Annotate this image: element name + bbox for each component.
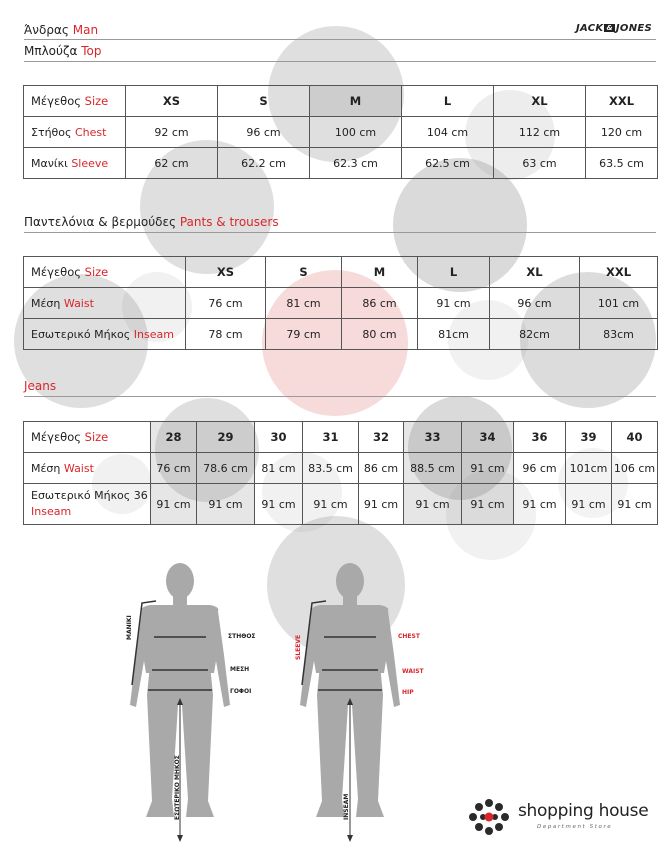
- section-title-gr: Άνδρας: [24, 23, 69, 37]
- section-title-en: Man: [72, 23, 99, 37]
- top-title-en: Top: [81, 44, 102, 58]
- value-cell: 91 cm: [359, 484, 404, 525]
- value-cell: 96 cm: [514, 453, 566, 484]
- size-cell: S: [266, 257, 342, 288]
- section-title: [24, 22, 656, 38]
- label-inseam-gr: ΕΣΩΤΕΡΙΚΟ ΜΗΚΟΣ: [174, 755, 181, 820]
- divider: [24, 396, 656, 397]
- value-cell: 104 cm: [402, 117, 494, 148]
- value-cell: 78.6 cm: [197, 453, 255, 484]
- label-sleeve-en: SLEEVE: [295, 634, 302, 660]
- value-cell: 101cm: [566, 453, 612, 484]
- label-inseam-en: INSEAM: [343, 793, 350, 820]
- value-cell: 62.2 cm: [218, 148, 310, 179]
- label-sleeve-gr: ΜΑΝΙΚΙ: [126, 615, 133, 640]
- value-cell: 91 cm: [197, 484, 255, 525]
- value-cell: 83.5 cm: [303, 453, 359, 484]
- value-cell: 96 cm: [218, 117, 310, 148]
- table-row: [24, 319, 658, 350]
- jeans-section-title: [24, 378, 656, 394]
- value-cell: 112 cm: [494, 117, 586, 148]
- value-cell: 86 cm: [342, 288, 418, 319]
- value-cell: 91 cm: [151, 484, 197, 525]
- value-cell: 101 cm: [580, 288, 658, 319]
- label-waist-gr: ΜΕΣΗ: [230, 666, 250, 673]
- value-cell: 63 cm: [494, 148, 586, 179]
- value-cell: 91 cm: [418, 288, 490, 319]
- row-label: Μέση Waist: [24, 453, 151, 484]
- value-cell: 86 cm: [359, 453, 404, 484]
- brand-left: JACK: [576, 23, 604, 34]
- size-cell: M: [342, 257, 418, 288]
- value-cell: 91 cm: [462, 453, 514, 484]
- value-cell: 63.5 cm: [586, 148, 658, 179]
- value-cell: 76 cm: [151, 453, 197, 484]
- size-cell: 30: [255, 422, 303, 453]
- row-label: Στήθος Chest: [24, 117, 126, 148]
- jeans-size-table: [23, 421, 658, 525]
- size-cell: XXL: [580, 257, 658, 288]
- row-label: Μέση Waist: [24, 288, 186, 319]
- label-chest-en: CHEST: [398, 633, 420, 640]
- value-cell: 88.5 cm: [404, 453, 462, 484]
- size-cell: M: [310, 86, 402, 117]
- size-cell: 31: [303, 422, 359, 453]
- label-hip-gr: ΓΟΦΟΙ: [230, 688, 252, 695]
- value-cell: 83cm: [580, 319, 658, 350]
- row-label: Εσωτερικό Μήκος Inseam: [24, 319, 186, 350]
- value-cell: 62.3 cm: [310, 148, 402, 179]
- size-cell: 28: [151, 422, 197, 453]
- brand-right: JONES: [615, 23, 652, 34]
- value-cell: 91 cm: [566, 484, 612, 525]
- table-row: [24, 148, 658, 179]
- size-cell: 32: [359, 422, 404, 453]
- jeans-title-en: Jeans: [24, 379, 57, 393]
- value-cell: 91 cm: [303, 484, 359, 525]
- size-cell: 36: [514, 422, 566, 453]
- value-cell: 91 cm: [404, 484, 462, 525]
- table-header-row: [24, 422, 658, 453]
- value-cell: 91 cm: [255, 484, 303, 525]
- figure-right: [300, 563, 400, 842]
- value-cell: 100 cm: [310, 117, 402, 148]
- size-cell: XS: [186, 257, 266, 288]
- table-header-row: [24, 257, 658, 288]
- size-header-cell: Μέγεθος Size: [24, 257, 186, 288]
- size-cell: 29: [197, 422, 255, 453]
- trousers-title-gr: Παντελόνια & βερμούδες: [24, 215, 177, 229]
- size-header-cell: Μέγεθος Size: [24, 86, 126, 117]
- divider: [24, 61, 656, 62]
- table-row: [24, 453, 658, 484]
- size-cell: L: [402, 86, 494, 117]
- value-cell: 82cm: [490, 319, 580, 350]
- size-cell: XL: [494, 86, 586, 117]
- brand-mid: &: [606, 24, 613, 32]
- size-cell: L: [418, 257, 490, 288]
- divider: [24, 232, 656, 233]
- top-section-title: [24, 43, 656, 59]
- divider: [24, 39, 656, 40]
- size-cell: 39: [566, 422, 612, 453]
- logo-tagline: Department Store: [537, 824, 613, 830]
- value-cell: 81 cm: [255, 453, 303, 484]
- table-header-row: [24, 86, 658, 117]
- size-header-cell: Μέγεθος Size: [24, 422, 151, 453]
- value-cell: 62.5 cm: [402, 148, 494, 179]
- size-cell: 33: [404, 422, 462, 453]
- value-cell: 106 cm: [612, 453, 658, 484]
- value-cell: 91 cm: [514, 484, 566, 525]
- size-cell: 40: [612, 422, 658, 453]
- trousers-section-title: [24, 214, 656, 230]
- table-row: [24, 484, 658, 525]
- label-waist-en: WAIST: [402, 668, 424, 675]
- row-label: Εσωτερικό Μήκος 36 Inseam: [24, 484, 151, 525]
- logo-name: shopping house: [518, 801, 649, 821]
- top-size-table: [23, 85, 658, 179]
- value-cell: 80 cm: [342, 319, 418, 350]
- value-cell: 91 cm: [462, 484, 514, 525]
- size-cell: XL: [490, 257, 580, 288]
- value-cell: 76 cm: [186, 288, 266, 319]
- value-cell: 62 cm: [126, 148, 218, 179]
- value-cell: 79 cm: [266, 319, 342, 350]
- value-cell: 91 cm: [612, 484, 658, 525]
- table-row: [24, 288, 658, 319]
- table-row: [24, 117, 658, 148]
- value-cell: 81 cm: [266, 288, 342, 319]
- value-cell: 92 cm: [126, 117, 218, 148]
- size-cell: 34: [462, 422, 514, 453]
- label-hip-en: HIP: [402, 689, 414, 696]
- row-label: Μανίκι Sleeve: [24, 148, 126, 179]
- value-cell: 78 cm: [186, 319, 266, 350]
- size-cell: XXL: [586, 86, 658, 117]
- size-cell: XS: [126, 86, 218, 117]
- value-cell: 96 cm: [490, 288, 580, 319]
- size-cell: S: [218, 86, 310, 117]
- label-chest-gr: ΣΤΗΘΟΣ: [228, 633, 256, 640]
- trousers-title-en: Pants & trousers: [179, 215, 279, 229]
- top-title-gr: Μπλούζα: [24, 44, 78, 58]
- brand-logo: [576, 23, 652, 34]
- trousers-size-table: [23, 256, 658, 350]
- value-cell: 120 cm: [586, 117, 658, 148]
- value-cell: 81cm: [418, 319, 490, 350]
